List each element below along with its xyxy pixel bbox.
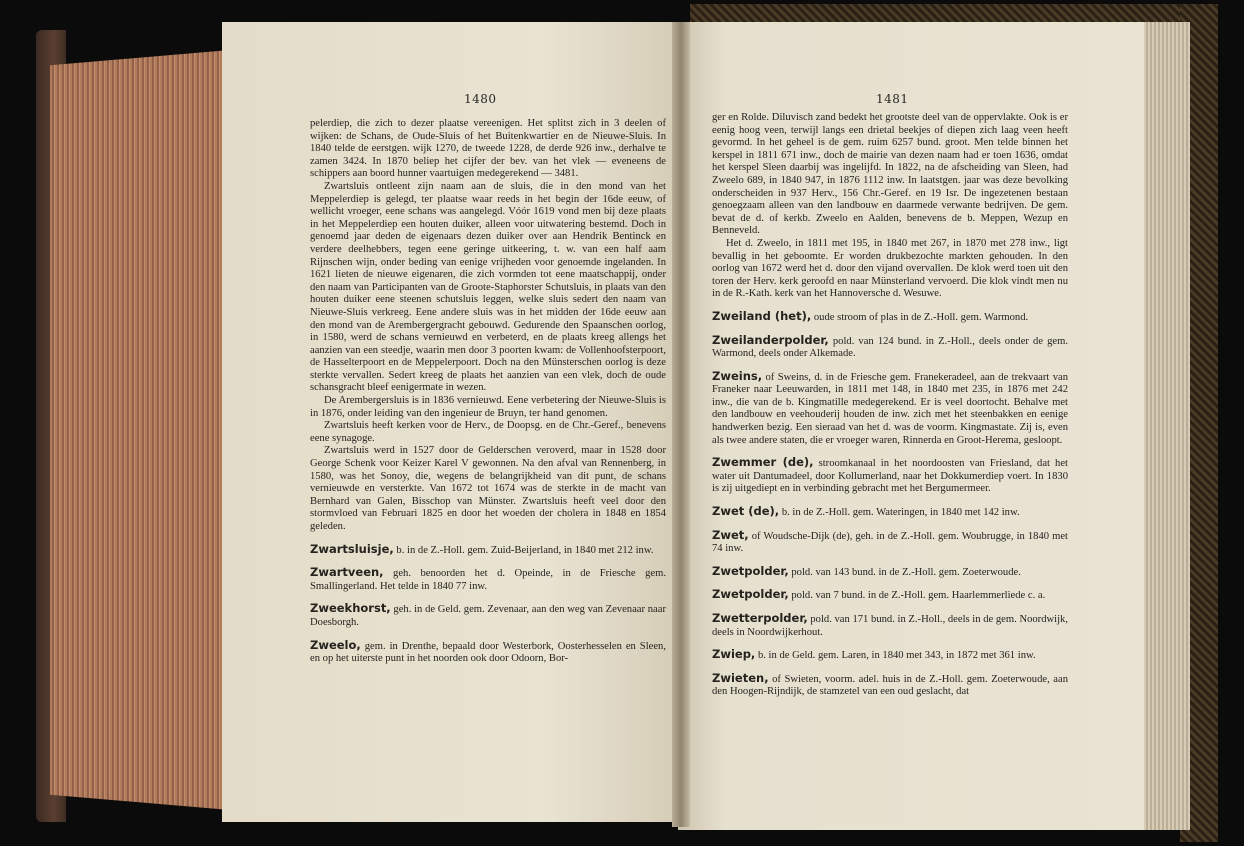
entry-text: pold. van 124 bund. in Z.-Holl., deels onder de gem. Warmond, deels onder Alkemade. bbox=[712, 335, 1068, 360]
left-page-number: 1480 bbox=[464, 92, 497, 106]
entry-text: b. in de Z.-Holl. gem. Wateringen, in 1840 met 142 inw. bbox=[779, 507, 1020, 519]
entry-text: gem. in Drenthe, bepaald door Westerbork, Oosterhesselen en Sleen, en op het uiterste punt in het noorden ook door Odoorn, Bor- bbox=[310, 640, 666, 665]
entry-headword: Zwartsluisje, bbox=[310, 541, 394, 556]
right-page-text bbox=[712, 112, 1068, 699]
dictionary-entry bbox=[712, 648, 1068, 663]
entry-headword: Zwemmer (de), bbox=[712, 455, 814, 470]
paragraph: ger en Rolde. Diluvisch zand bedekt het grootste deel van de oppervlakte. Ook is er eenig hoog veen, terwijl langs een drietal beekjes of diepen zich laag veen heeft gevormd. In het geheel is de gem. ruim 6257 bund. groot. Men telde binnen het kerspel in 1811 671 inw., doch de mairie van dezen naam had er toen 1636, omdat het kerspel Sleen daarbij was ingelijfd. In 1822, na de afscheiding van Sleen, had Zweelo 689, in 1840 947, in 1876 1112 inw. In laatstgen. jaar was deze bevolking onderscheiden in 937 Herv., 156 Chr.-Geref. en 19 Isr. De ingezetenen bestaan genoegzaam alleen van den landbouw en daarmede verwante bedrijven. De gem. bevat de d. of kerkb. Zweelo en Aalden, benevens de b. Meppen, Wezup en Benneveld. bbox=[712, 112, 1068, 237]
entry-headword: Zwetpolder, bbox=[712, 563, 789, 578]
entry-headword: Zweelo, bbox=[310, 637, 361, 652]
entry-headword: Zwet, bbox=[712, 527, 749, 542]
paragraph: pelerdiep, die zich to dezer plaatse vereenigen. Het splitst zich in 3 deelen of wijken: de Schans, de Oude-Sluis of het Buitenkwartier en de Nieuwe-Sluis. In 1840 telde de eerstgen. wijk 1270, de tweede 1228, de derde 926 inw., derhalve te zamen 3424. In 1870 beliep het cijfer der bev. van het vlek — eveneens de schippers aan boord hunner vaartuigen medegerekend — 3481. bbox=[310, 118, 666, 180]
dictionary-entry bbox=[712, 370, 1068, 448]
dictionary-entry bbox=[310, 602, 666, 629]
entry-text: pold. van 143 bund. in de Z.-Holl. gem. Zoeterwoude. bbox=[788, 566, 1021, 578]
paragraph: De Arembergersluis is in 1836 vernieuwd. Eene verbetering der Nieuwe-Sluis is in 1876, onder leiding van den ingenieur de Bruyn, ter hand genomen. bbox=[310, 395, 666, 419]
entry-text: of Woudsche-Dijk (de), geh. in de Z.-Holl. gem. Woubrugge, in 1840 met 74 inw. bbox=[712, 530, 1068, 555]
entry-headword: Zwetterpolder, bbox=[712, 611, 808, 625]
book-gutter bbox=[672, 22, 690, 827]
paragraph: Het d. Zweelo, in 1811 met 195, in 1840 met 267, in 1870 met 278 inw., ligt bevallig in het geboomte. Er worden drukbezochte markten gehouden. In den oorlog van 1672 werd het d. door den vijand overvallen. De klok werd toen uit den toren der Herv. kerk geroofd en naar Münsterland vervoerd. Die klok vindt men nu in de R.-Kath. kerk van het Hannoversche d. Wesuwe. bbox=[712, 237, 1068, 300]
dictionary-entry bbox=[712, 588, 1068, 603]
entry-text: geh. benoorden het d. Opeinde, in de Friesche gem. Smallingerland. Het telde in 1840 77 inw. bbox=[310, 568, 666, 592]
page-edges-right bbox=[1140, 22, 1190, 830]
entry-headword: Zwieten, bbox=[712, 670, 769, 685]
dictionary-entry bbox=[712, 505, 1068, 520]
paragraph: Zwartsluis heeft kerken voor de Herv., de Doopsg. en de Chr.-Geref., benevens eene synagoge. bbox=[310, 420, 666, 444]
entry-headword: Zweekhorst, bbox=[310, 601, 391, 616]
paragraph: Zwartsluis werd in 1527 door de Gelderschen veroverd, maar in 1528 door George Schenk voor Keizer Karel V gewonnen. Na den afval van Rennenberg, in 1580, was het Sonoy, die, wegens de belangrijkheid van dit punt, de schans vernieuwde en versterkte. Van 1672 tot 1674 was de sterkte in de macht van Bernhard van Galen, Bisschop van Münster. Zwartsluis heeft veel door den stormvloed van Februari 1825 en door het woeden der cholera in 1848 en 1854 geleden. bbox=[310, 445, 666, 532]
entry-text: stroomkanaal in het noordoosten van Friesland, dat het water uit Dantumadeel, door Kollumerland, naar het Dokkumerdiep voert. In 1830 is zij uitgediept en in verbinding gebracht met het Bergumermeer. bbox=[712, 458, 1068, 495]
entry-headword: Zweiland (het), bbox=[712, 308, 812, 323]
entry-headword: Zwiep, bbox=[712, 647, 756, 662]
dictionary-entry bbox=[310, 566, 666, 593]
book-cover-top bbox=[690, 4, 1210, 24]
dictionary-entry bbox=[712, 529, 1068, 556]
entry-headword: Zwetpolder, bbox=[712, 587, 789, 602]
entry-headword: Zwartveen, bbox=[310, 565, 384, 580]
entry-headword: Zwet (de), bbox=[712, 504, 780, 519]
right-page-number: 1481 bbox=[876, 92, 909, 106]
page-edges-left bbox=[50, 50, 230, 810]
entry-headword: Zweins, bbox=[712, 368, 763, 383]
dictionary-entry bbox=[712, 334, 1068, 361]
entry-text: b. in de Z.-Holl. gem. Zuid-Beijerland, in 1840 met 212 inw. bbox=[393, 544, 654, 556]
entry-text: of Swieten, voorm. adel. huis in de Z.-Holl. gem. Zoeterwoude, aan den Hoogen-Rijndijk, de stamzetel van een oud geslacht, dat bbox=[712, 673, 1068, 698]
dictionary-entry bbox=[712, 612, 1068, 639]
left-page-text bbox=[310, 118, 666, 666]
entry-headword: Zweilanderpolder, bbox=[712, 332, 829, 347]
entry-text: b. in de Geld. gem. Laren, in 1840 met 343, in 1872 met 361 inw. bbox=[755, 650, 1036, 662]
entry-text: pold. van 171 bund. in Z.-Holl., deels in de gem. Noordwijk, deels in Noordwijkerhout. bbox=[712, 614, 1068, 638]
dictionary-entry bbox=[310, 639, 666, 666]
dictionary-entry bbox=[712, 565, 1068, 580]
dictionary-entry bbox=[712, 456, 1068, 496]
entry-text: geh. in de Geld. gem. Zevenaar, aan den weg van Zevenaar naar Doesborgh. bbox=[310, 604, 666, 628]
dictionary-entry bbox=[712, 310, 1068, 325]
entry-text: oude stroom of plas in de Z.-Holl. gem. Warmond. bbox=[811, 311, 1029, 323]
paragraph: Zwartsluis ontleent zijn naam aan de sluis, die in den mond van het Meppelerdiep is gelegd, ter plaatse waar reeds in het begin der 16de eeuw, of wellicht vroeger, eene schans was aangelegd. Vóór 1619 vond men bij deze plaats in het Meppelerdiep een houten duiker, alleen voor uitwatering bestemd. Doch in genoemd jaar deden de eigenaars dezen duiker over aan Hendrik Bentinck en verdere deelhebbers, tegen eene geringe uitkeering, t. w. van een half aam Rijnschen wijn, onder beding van eenige vrijheden voor genoemde ingelanden. In 1621 lieten de nieuwe eigenaren, die zich vormden tot eene maatschappij, onder den naam van Participanten van de Groote-Staphorster Schutsluis, in plaats van den houten duiker eene steenen schutsluis leggen, welke sluis sedert den naam van Nieuwe-Sluis verkreeg. Eene andere sluis was in het midden der 16de eeuw aan den mond van de Arembergergracht gebouwd. Gedurende den Spaanschen oorlog, in 1580, werd de schans vernieuwd en verbeterd, en de plaats kreeg allengs het aanzien van een steedje, waarin men door 3 poorten kwam: de Vollenhoofsterpoort, de Hasselterpoort en de Meppelerpoort. Doch na den Münsterschen oorlog is deze sterkte vervallen. Sedert kreeg de plaats het aanzien van een vlek, doch de oude schansgracht bleef eenigermate in wezen. bbox=[310, 180, 666, 394]
dictionary-entry bbox=[310, 543, 666, 558]
entry-text: of Sweins, d. in de Friesche gem. Franekeradeel, aan de trekvaart van Franeker naar Leeuwarden, in 1811 met 148, in 1840 met 235, in 1876 met 242 inw., die van de b. Kingmatille medegerekend. Er is veel doortocht. Behalve met den landbouw en veehouderij houden de inw. zich met het steenbakken en eenige handwerken bezig. Een sieraad van het d. was de voorm. Kingmastate. Zij is, even als twee andere staten, die er vroeger waren, Rinnerda en Groot-Herema, gesloopt. bbox=[712, 371, 1068, 446]
entry-text: pold. van 7 bund. in de Z.-Holl. gem. Haarlemmerliede c. a. bbox=[788, 590, 1046, 602]
dictionary-entry bbox=[712, 672, 1068, 699]
